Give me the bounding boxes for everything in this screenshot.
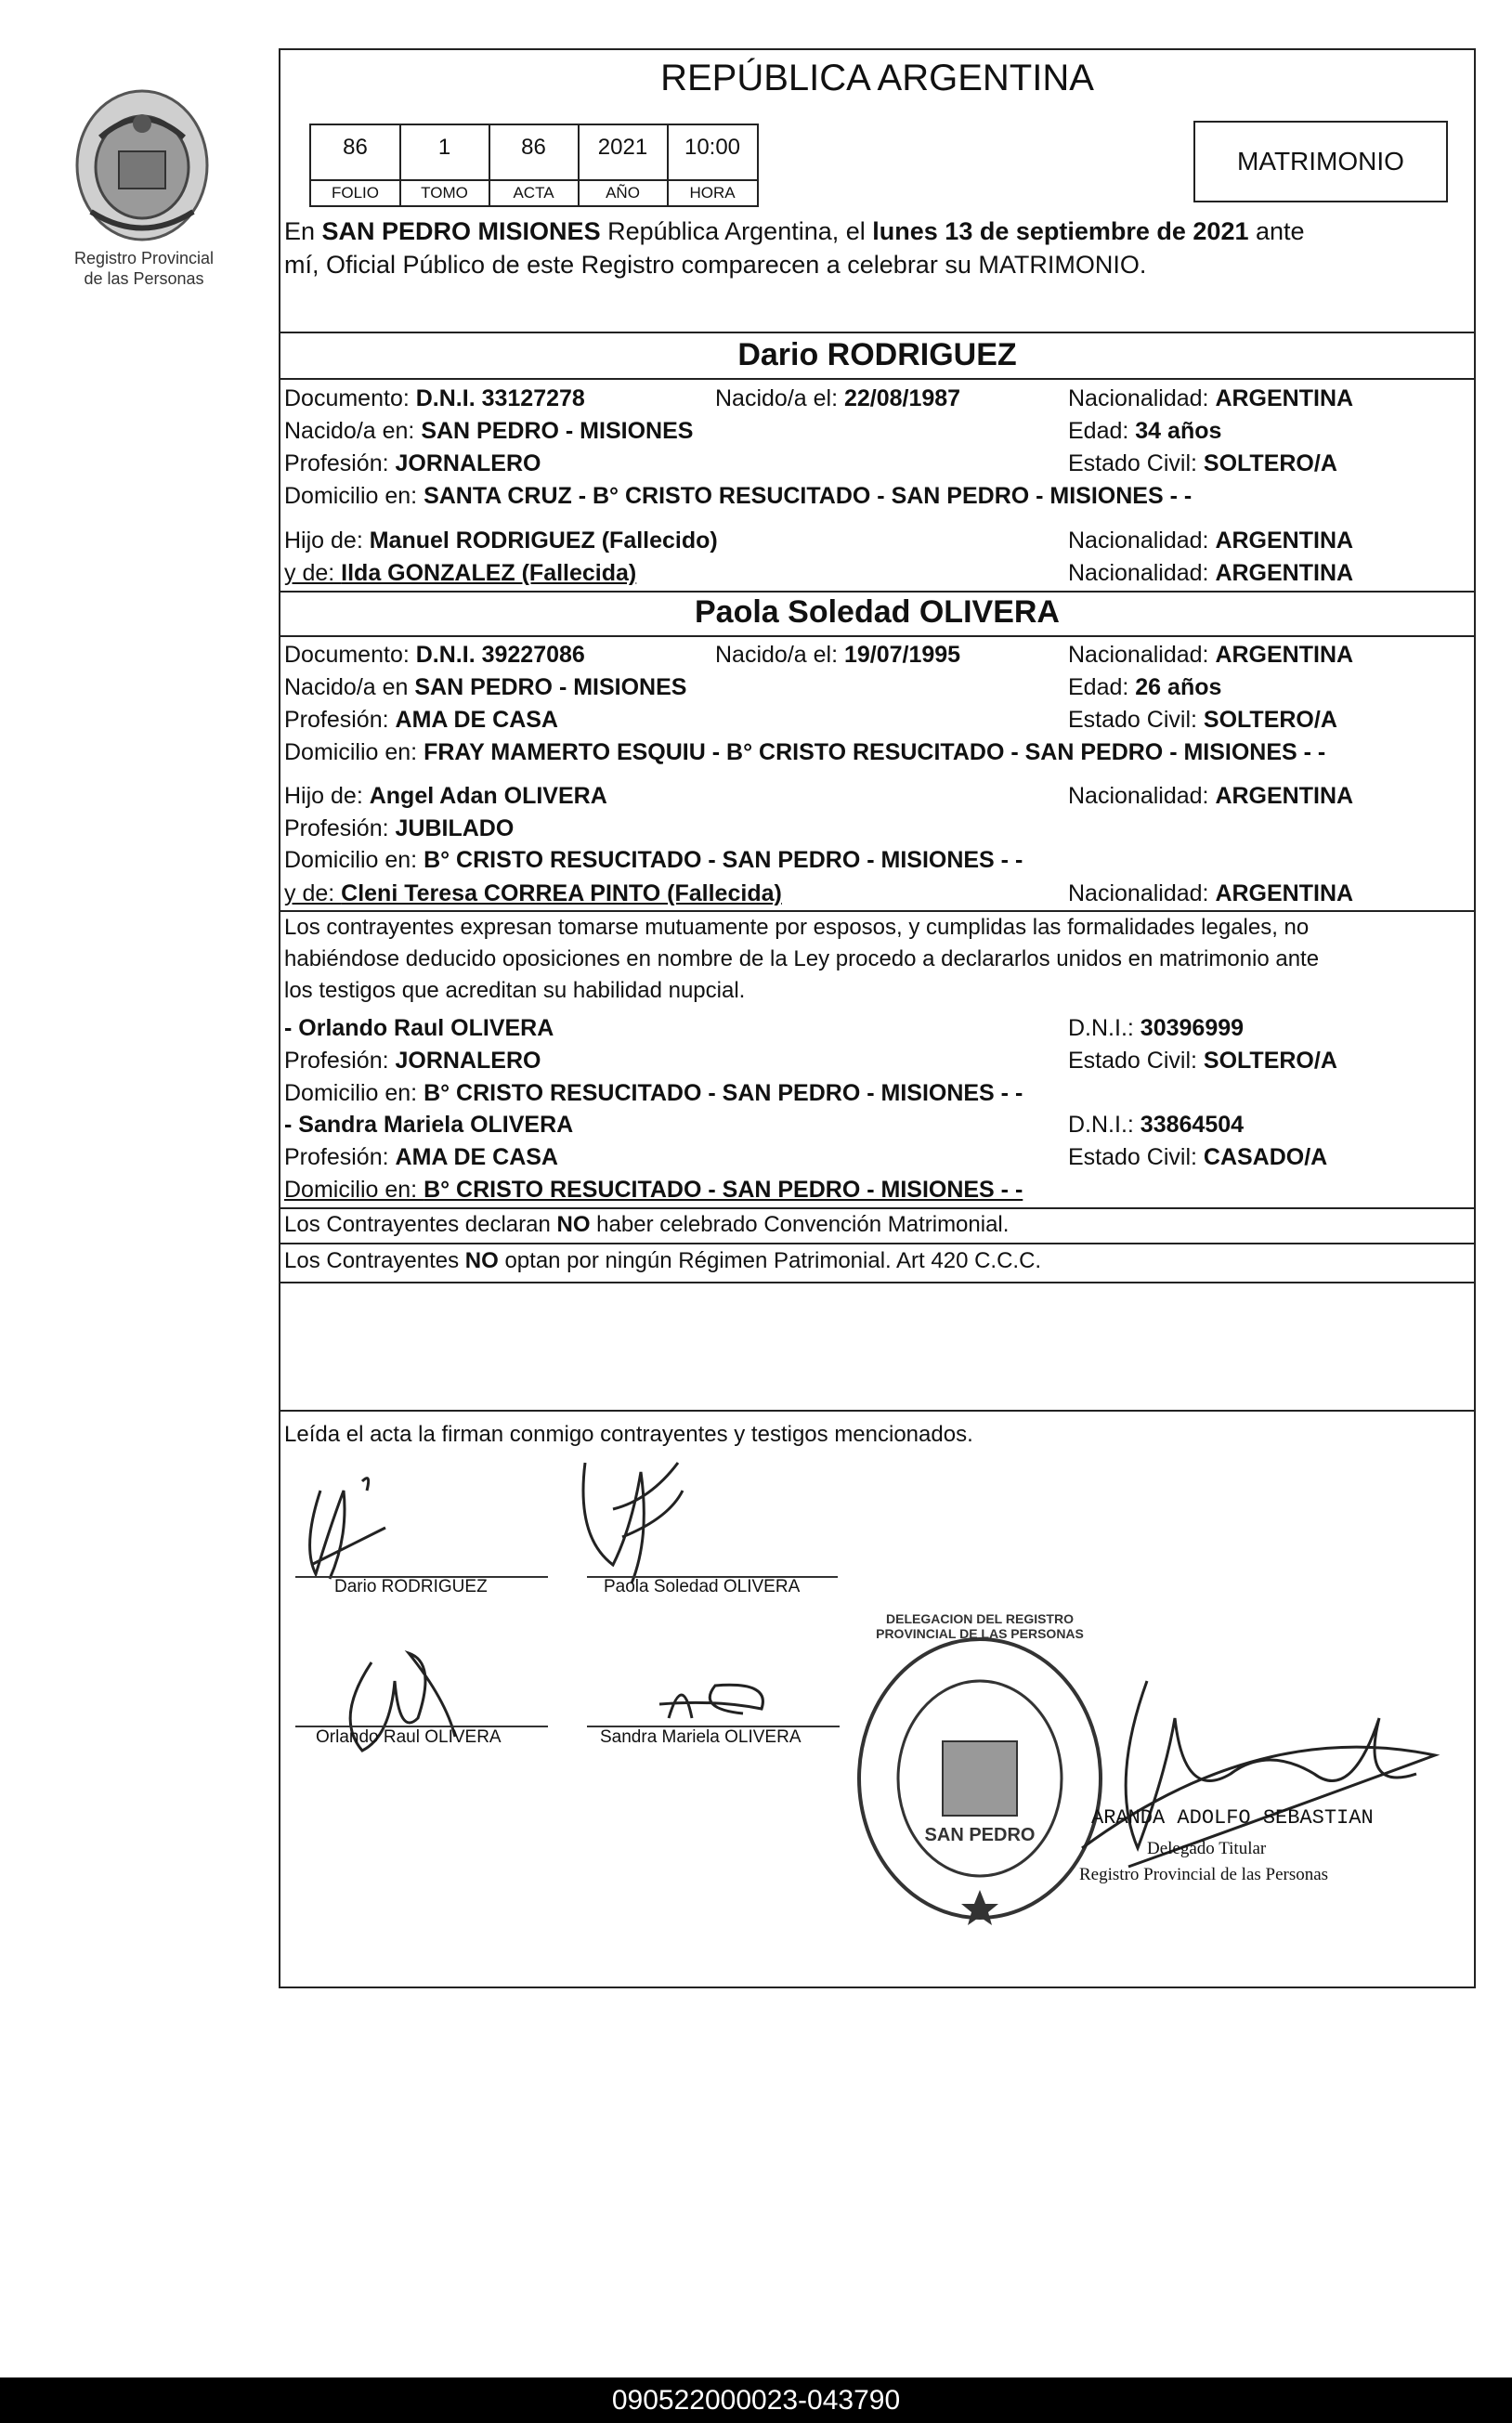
record-boxes [309,124,759,207]
spouse2-father-nationality: Nacionalidad: ARGENTINA [1068,783,1354,809]
spouse2-address: Domicilio en: FRAY MAMERTO ESQUIU - B° CRISTO RESUCITADO - SAN PEDRO - MISIONES - - [284,739,1326,765]
official-name: ARANDA ADOLFO SEBASTIAN [1091,1806,1374,1830]
record-folio-value: 86 [343,135,368,160]
declaration-line-2: habiéndose deducido oposiciones en nombre de la Ley procedo a declararlos unidos en matrimonio ante [284,946,1320,971]
stamp-ring-text: DELEGACION DEL REGISTRO PROVINCIAL DE LAS PERSONAS [876,1611,1084,1641]
record-box-tomo [400,125,490,205]
spouse1-born-in: Nacido/a en: SAN PEDRO - MISIONES [284,418,694,444]
witness1-address: Domicilio en: B° CRISTO RESUCITADO - SAN PEDRO - MISIONES - - [284,1080,1023,1106]
spouse2-mother: y de: Cleni Teresa CORREA PINTO (Fallecida) [284,880,782,906]
spouse1-nationality: Nacionalidad: ARGENTINA [1068,385,1354,411]
record-hora-value: 10:00 [684,135,741,160]
record-box-folio [311,125,401,205]
footer-code: 090522000023-043790 [611,2384,901,2416]
record-box-acta [489,125,580,205]
record-tomo-value: 1 [437,135,451,160]
intro-line-2: mí, Oficial Público de este Registro comparecen a celebrar su MATRIMONIO. [284,251,1147,279]
intro-line-1 [284,217,1305,245]
record-anio-label: AÑO [579,179,667,205]
witness2-dni: D.N.I.: 33864504 [1068,1112,1245,1138]
signature-spouse2-icon [576,1453,687,1593]
spouse2-mother-nationality: Nacionalidad: ARGENTINA [1068,880,1354,906]
record-box-anio [579,125,669,205]
divider [280,1410,1474,1412]
logo-caption-line2: de las Personas [84,269,204,288]
spouse1-profession: Profesión: JORNALERO [284,450,541,476]
intro-date: lunes 13 de septiembre de 2021 [872,217,1249,245]
record-tomo-label: TOMO [400,179,489,205]
spouse2-born-on: Nacido/a el: 19/07/1995 [715,642,961,668]
declaration-line-3: los testigos que acreditan su habilidad nupcial. [284,978,746,1003]
record-acta-label: ACTA [489,179,578,205]
signature-name-spouse1: Dario RODRIGUEZ [334,1577,488,1596]
official-stamp-icon [850,1630,1110,1927]
spouse2-name: Paola Soledad OLIVERA [695,594,1060,630]
divider [280,1243,1474,1244]
official-office: Registro Provincial de las Personas [1079,1865,1329,1884]
logo-caption-line1: Registro Provincial [73,249,215,267]
spouse2-age: Edad: 26 años [1068,674,1222,700]
witness2-address: Domicilio en: B° CRISTO RESUCITADO - SAN PEDRO - MISIONES - - [284,1177,1023,1203]
spouse1-documento: Documento: D.N.I. 33127278 [284,385,585,411]
official-title: Delegado Titular [1147,1839,1267,1858]
record-hora-label: HORA [668,179,757,205]
witness1-name: - Orlando Raul OLIVERA [284,1015,554,1041]
intro-text-b: República Argentina, el [600,217,873,245]
intro-text-a: En [284,217,322,245]
divider [280,910,1474,912]
witness1-profession: Profesión: JORNALERO [284,1048,541,1074]
spouse2-nationality: Nacionalidad: ARGENTINA [1068,642,1354,668]
witness2-name: - Sandra Mariela OLIVERA [284,1112,574,1138]
divider [280,1207,1474,1209]
stamp-center-text: SAN PEDRO [924,1825,1036,1845]
declaration-line-1: Los contrayentes expresan tomarse mutuamente por esposos, y cumplidas las formalidades legales, no [284,915,1310,940]
spouse2-civil: Estado Civil: SOLTERO/A [1068,707,1337,733]
intro-text-c: ante [1248,217,1305,245]
signature-name-witness2: Sandra Mariela OLIVERA [600,1727,802,1747]
divider [280,1282,1474,1283]
signature-name-spouse2: Paola Soledad OLIVERA [604,1577,801,1596]
spouse2-documento: Documento: D.N.I. 39227086 [284,642,585,668]
signature-spouse1-icon [293,1472,395,1593]
record-box-hora [668,125,757,205]
intro-place: SAN PEDRO MISIONES [321,217,601,245]
record-anio-value: 2021 [597,135,648,160]
regime-line-1: Los Contrayentes declaran NO haber celebrado Convención Matrimonial. [284,1212,1010,1237]
divider [280,378,1474,380]
spouse1-mother-nationality: Nacionalidad: ARGENTINA [1068,560,1354,586]
spouse2-father-address: Domicilio en: B° CRISTO RESUCITADO - SAN PEDRO - MISIONES - - [284,847,1023,873]
document-title: REPÚBLICA ARGENTINA [660,58,1094,98]
act-type-label: MATRIMONIO [1237,147,1404,176]
signature-name-witness1: Orlando Raul OLIVERA [316,1727,502,1747]
divider [280,591,1474,593]
record-acta-value: 86 [521,135,546,160]
spouse2-born-in: Nacido/a en SAN PEDRO - MISIONES [284,674,687,700]
spouse1-father-nationality: Nacionalidad: ARGENTINA [1068,528,1354,554]
witness1-dni: D.N.I.: 30396999 [1068,1015,1245,1041]
spouse1-address: Domicilio en: SANTA CRUZ - B° CRISTO RESUCITADO - SAN PEDRO - MISIONES - - [284,483,1193,509]
divider [280,332,1474,333]
witness1-civil: Estado Civil: SOLTERO/A [1068,1048,1337,1074]
closing-statement: Leída el acta la firman conmigo contrayentes y testigos mencionados. [284,1422,973,1447]
spouse2-father-profession: Profesión: JUBILADO [284,815,515,841]
spouse1-name: Dario RODRIGUEZ [737,337,1017,372]
record-folio-label: FOLIO [311,179,399,205]
spouse1-age: Edad: 34 años [1068,418,1222,444]
spouse2-father: Hijo de: Angel Adan OLIVERA [284,783,607,809]
spouse1-born-on: Nacido/a el: 22/08/1987 [715,385,961,411]
spouse1-father: Hijo de: Manuel RODRIGUEZ (Fallecido) [284,528,718,554]
spouse1-civil: Estado Civil: SOLTERO/A [1068,450,1337,476]
divider [280,635,1474,637]
footer-code-bar [0,2377,1512,2423]
spouse2-profession: Profesión: AMA DE CASA [284,707,558,733]
regime-line-2: Los Contrayentes NO optan por ningún Régimen Patrimonial. Art 420 C.C.C. [284,1248,1042,1273]
witness2-civil: Estado Civil: CASADO/A [1068,1144,1328,1170]
spouse1-mother: y de: Ilda GONZALEZ (Fallecida) [284,560,637,586]
province-logo-icon [63,82,221,249]
act-type-box [1193,121,1448,202]
witness2-profession: Profesión: AMA DE CASA [284,1144,558,1170]
